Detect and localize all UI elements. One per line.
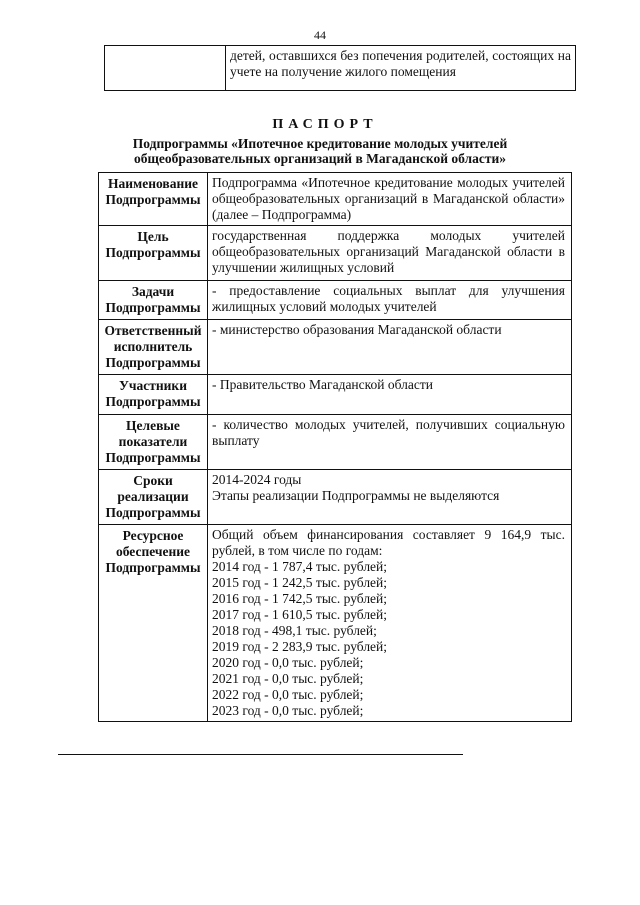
financing-intro: Общий объем финансирования составляет 9 164,9 тыс. рублей, в том числе по годам: [212,527,565,558]
row-label: Задачи Подпрограммы [99,281,208,320]
year-line: 2015 год - 1 242,5 тыс. рублей; [212,575,388,590]
row-value [208,525,572,722]
year-line: 2019 год - 2 283,9 тыс. рублей; [212,639,388,654]
row-value: - Правительство Магаданской области [208,375,572,415]
year-line: 2023 год - 0,0 тыс. рублей; [212,703,364,718]
row-label: Ответственный исполнитель Подпрограммы [99,320,208,375]
passport-heading: ПАСПОРТ [272,117,378,132]
year-line: 2017 год - 1 610,5 тыс. рублей; [212,607,388,622]
row-label: Наименование Подпрограммы [99,173,208,226]
year-line: 2014 год - 1 787,4 тыс. рублей; [212,559,388,574]
table-row [99,415,572,470]
subtitle-line-1: Подпрограммы «Ипотечное кредитование молодых учителей [132,136,508,151]
table-row [99,320,572,375]
row-label: Цель Подпрограммы [99,226,208,281]
table-row [99,375,572,415]
footer-rule [58,754,463,755]
passport-table [98,172,572,722]
table-row [99,281,572,320]
table-row [99,470,572,525]
table-row [99,525,572,722]
year-line: 2016 год - 1 742,5 тыс. рублей; [212,591,388,606]
table-row [105,46,576,91]
period-line: 2014-2024 годы [212,472,302,487]
year-line: 2018 год - 498,1 тыс. рублей; [212,623,377,638]
row-label: Участники Подпрограммы [99,375,208,415]
table-row [99,173,572,226]
row-value [208,470,572,525]
year-line: 2020 год - 0,0 тыс. рублей; [212,655,364,670]
passport-title-block [0,117,640,166]
row-value: - предоставление социальных выплат для улучшения жилищных условий молодых учителей [208,281,572,320]
year-line: 2021 год - 0,0 тыс. рублей; [212,671,364,686]
year-line: 2022 год - 0,0 тыс. рублей; [212,687,364,702]
row-value: - министерство образования Магаданской области [208,320,572,375]
row-label: Сроки реализации Подпрограммы [99,470,208,525]
row-label: Целевые показатели Подпрограммы [99,415,208,470]
row-value: - количество молодых учителей, получивших социальную выплату [208,415,572,470]
row-value: Подпрограмма «Ипотечное кредитование молодых учителей общеобразовательных организаций в Магаданской области» (далее – Подпрограмма) [208,173,572,226]
row-value: государственная поддержка молодых учителей общеобразовательных организаций Магаданской области в улучшении жилищных условий [208,226,572,281]
row-label: Ресурсное обеспечение Подпрограммы [99,525,208,722]
stages-line: Этапы реализации Подпрограммы не выделяются [212,488,500,503]
continuation-table [104,45,576,91]
continuation-text: детей, оставшихся без попечения родителей, состоящих на учете на получение жилого помещения [226,46,576,91]
subtitle-line-2: общеобразовательных организаций в Магаданской области» [134,151,506,166]
empty-cell [105,46,226,91]
page-number: 44 [314,28,326,42]
table-row [99,226,572,281]
